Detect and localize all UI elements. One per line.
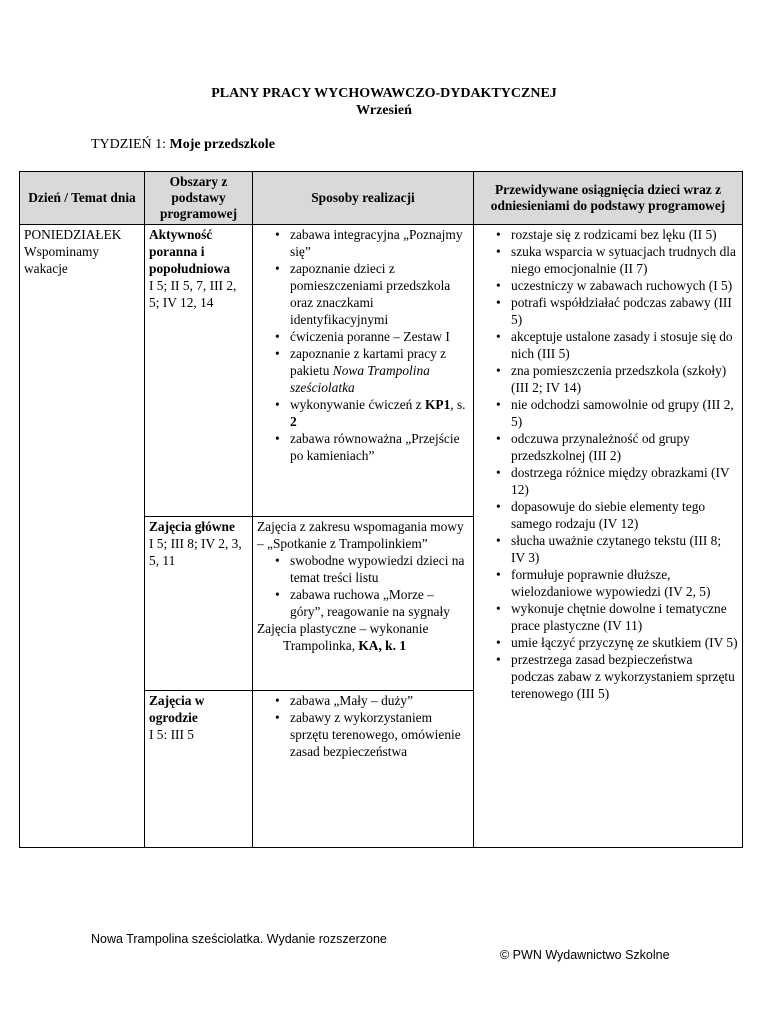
document-subtitle: Wrzesień (356, 103, 412, 118)
area-name: Zajęcia główne (149, 519, 235, 534)
methods-list (257, 552, 469, 620)
area-cell (145, 225, 253, 517)
list-item: • przestrzega zasad bezpieczeństwa podczas zabaw z wykorzystaniem sprzętu terenowego (III 5) (478, 651, 738, 702)
methods-intro: Zajęcia z zakresu wspomagania mowy – „Spotkanie z Trampolinkiem” (257, 519, 464, 551)
list-item: • umie łączyć przyczynę ze skutkiem (IV 5) (478, 634, 738, 651)
list-item: • rozstaje się z rodzicami bez lęku (II 5) (478, 226, 738, 243)
area-cell (145, 691, 253, 848)
week-prefix: TYDZIEŃ 1: (91, 137, 167, 152)
list-item: • zna pomieszczenia przedszkola (szkoły) (III 2; IV 14) (478, 362, 738, 396)
week-name: Moje przedszkole (169, 137, 275, 152)
table-row (20, 225, 743, 517)
area-refs: I 5; III 8; IV 2, 3, 5, 11 (149, 536, 242, 568)
header-achievements: Przewidywane osiągnięcia dzieci wraz z odniesieniami do podstawy programowej (474, 172, 743, 225)
document-title: PLANY PRACY WYCHOWAWCZO-DYDAKTYCZNEJ (211, 86, 557, 101)
methods-cell (253, 225, 474, 517)
achievements-cell (474, 225, 743, 848)
list-item: • nie odchodzi samowolnie od grupy (III 2, 5) (478, 396, 738, 430)
area-name: Zajęcia w ogrodzie (149, 693, 205, 725)
list-item: • akceptuje ustalone zasady i stosuje się do nich (III 5) (478, 328, 738, 362)
area-cell (145, 517, 253, 691)
list-item: • ćwiczenia poranne – Zestaw I (257, 328, 469, 345)
achievements-list (478, 226, 738, 702)
table-header-row (20, 172, 743, 225)
list-item: • słucha uważnie czytanego tekstu (III 8; IV 3) (478, 532, 738, 566)
list-item: • wykonywanie ćwiczeń z KP1, s. 2 (257, 396, 469, 430)
methods-cell (253, 691, 474, 848)
list-item: • szuka wsparcia w sytuacjach trudnych dla niego emocjonalnie (II 7) (478, 243, 738, 277)
list-item: • zabawa ruchowa „Morze – góry”, reagowanie na sygnały (257, 586, 469, 620)
methods-outro: Zajęcia plastyczne – wykonanie (257, 621, 429, 636)
header-methods: Sposoby realizacji (253, 172, 474, 225)
list-item: • wykonuje chętnie dowolne i tematyczne prace plastyczne (IV 11) (478, 600, 738, 634)
footer-copyright: © PWN Wydawnictwo Szkolne (500, 948, 670, 962)
footer-publication: Nowa Trampolina sześciolatka. Wydanie rozszerzone (91, 932, 387, 946)
list-item: • zabawy z wykorzystaniem sprzętu terenowego, omówienie zasad bezpieczeństwa (257, 709, 469, 760)
list-item: • potrafi współdziałać podczas zabawy (III 5) (478, 294, 738, 328)
header-areas: Obszary z podstawy programowej (145, 172, 253, 225)
header-day: Dzień / Temat dnia (20, 172, 145, 225)
week-heading (91, 137, 275, 153)
methods-cell (253, 517, 474, 691)
day-name: PONIEDZIAŁEK (24, 227, 122, 242)
methods-list (257, 692, 469, 760)
methods-outro-2: Trampolinka, KA, k. 1 (283, 638, 407, 653)
area-refs: I 5: III 5 (149, 727, 194, 742)
area-refs: I 5; II 5, 7, III 2, 5; IV 12, 14 (149, 278, 237, 310)
list-item: • uczestniczy w zabawach ruchowych (I 5) (478, 277, 738, 294)
list-item: • zabawa równoważna „Przejście po kamieniach” (257, 430, 469, 464)
list-item: • dopasowuje do siebie elementy tego samego rodzaju (IV 12) (478, 498, 738, 532)
day-cell (20, 225, 145, 848)
list-item: • formułuje poprawnie dłuższe, wielozdaniowe wypowiedzi (IV 2, 5) (478, 566, 738, 600)
day-topic: Wspominamy wakacje (24, 244, 100, 276)
plan-table (19, 171, 743, 848)
list-item: • swobodne wypowiedzi dzieci na temat treści listu (257, 552, 469, 586)
list-item: • zapoznanie dzieci z pomieszczeniami przedszkola oraz znaczkami identyfikacyjnymi (257, 260, 469, 328)
list-item: • zapoznanie z kartami pracy z pakietu Nowa Trampolina sześciolatka (257, 345, 469, 396)
list-item: • odczuwa przynależność od grupy przedszkolnej (III 2) (478, 430, 738, 464)
list-item: • dostrzega różnice między obrazkami (IV 12) (478, 464, 738, 498)
area-name: Aktywność poranna i popołudniowa (149, 227, 231, 276)
methods-list (257, 226, 469, 464)
list-item: • zabawa „Mały – duży” (257, 692, 469, 709)
list-item: • zabawa integracyjna „Poznajmy się” (257, 226, 469, 260)
